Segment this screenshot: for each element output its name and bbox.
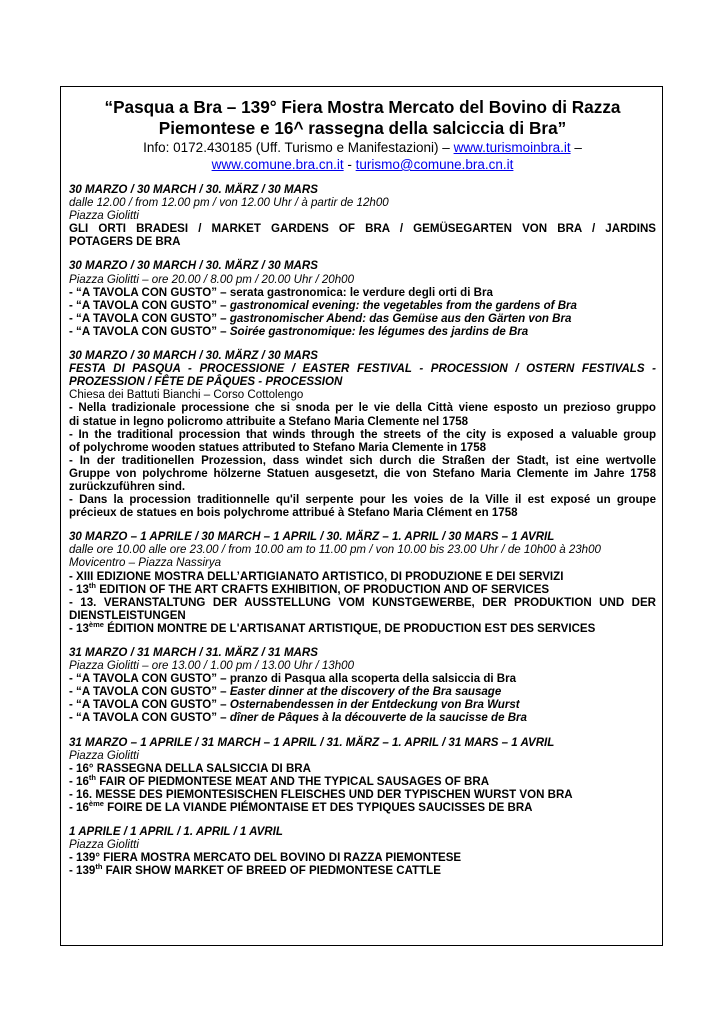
list-item: [69, 673, 656, 686]
event-tavola-31: [69, 647, 656, 726]
item-text: FAIR OF PIEDMONTESE MEAT AND THE TYPICAL SAUSAGES OF BRA: [96, 775, 490, 788]
event-date: 1 APRILE / 1 APRIL / 1. APRIL / 1 AVRIL: [69, 826, 283, 839]
event-place: Chiesa dei Battuti Bianchi – Corso Cottolengo: [69, 389, 304, 402]
event-place-time: Piazza Giolitti – ore 13.00 / 1.00 pm / 13.00 Uhr / 13h00: [69, 660, 354, 673]
item-lead: - “A TAVOLA CON GUSTO” –: [69, 325, 227, 338]
ordinal-sup: ème: [88, 799, 104, 809]
list-item: [69, 686, 656, 699]
event-date: 30 MARZO – 1 APRILE / 30 MARCH – 1 APRIL / 30. MÄRZ – 1. APRIL / 30 MARS – 1 AVRIL: [69, 531, 555, 544]
event-mostra-artigianato: [69, 531, 656, 636]
desc-de: - In der traditionellen Prozession, dass windet sich durch die Straßen der Stadt, ist eine wertvolle: [69, 454, 656, 467]
info-sep: -: [343, 157, 356, 172]
event-title-cont: POTAGERS DE BRA: [69, 236, 181, 249]
desc-en-cont: of polychrome wooden statues attributed to Stefano Maria Clemente in 1758: [69, 441, 487, 454]
item-lead: - “A TAVOLA CON GUSTO” –: [69, 286, 227, 299]
desc-en: - In the traditional procession that winds through the streets of the city is exposed a valuable group: [69, 428, 656, 441]
event-date: 31 MARZO – 1 APRILE / 31 MARCH – 1 APRIL / 31. MÄRZ – 1. APRIL / 31 MARS – 1 AVRIL: [69, 736, 555, 749]
ordinal-sup: th: [88, 772, 96, 782]
item-text: dîner de Pâques à la découverte de la saucisse de Bra: [226, 712, 527, 725]
item-text: EDITION OF THE ART CRAFTS EXHIBITION, OF PRODUCTION AND OF SERVICES: [96, 583, 550, 596]
item-text: Soirée gastronomique: les légumes des jardins de Bra: [226, 325, 529, 338]
event-fiera-bovino: [69, 826, 656, 878]
item-lead: - 13: [69, 583, 89, 596]
list-item: [69, 799, 656, 815]
list-item: [69, 862, 656, 878]
list-item: - 16. MESSE DES PIEMONTESISCHEN FLEISCHES UND DER TYPISCHEN WURST VON BRA: [69, 788, 573, 801]
event-date: 30 MARZO / 30 MARCH / 30. MÄRZ / 30 MARS: [69, 184, 318, 196]
item-text: gastronomical evening: the vegetables from the gardens of Bra: [226, 299, 577, 312]
item-lead: - 16: [69, 802, 89, 815]
ordinal-sup: th: [95, 862, 103, 872]
list-item: - XIII EDIZIONE MOSTRA DELL’ARTIGIANATO ARTISTICO, DI PRODUZIONE E DEI SERVIZI: [69, 570, 564, 583]
item-text: gastronomischer Abend: das Gemüse aus den Gärten von Bra: [226, 312, 572, 325]
info-phone: Info: 0172.430185 (Uff. Turismo e Manifestazioni) –: [143, 140, 454, 155]
event-place-time: Piazza Giolitti – ore 20.00 / 8.00 pm / 20.00 Uhr / 20h00: [69, 273, 354, 286]
list-item: [69, 313, 656, 326]
event-date: 30 MARZO / 30 MARCH / 30. MÄRZ / 30 MARS: [69, 260, 318, 273]
list-item: - 13. VERANSTALTUNG DER AUSSTELLUNG VOM KUNSTGEWERBE, DER PRODUKTION UND DER: [69, 596, 656, 609]
event-date: 30 MARZO / 30 MARCH / 30. MÄRZ / 30 MARS: [69, 350, 318, 363]
ordinal-sup: th: [88, 580, 96, 590]
item-text: pranzo di Pasqua alla scoperta della salsiccia di Bra: [226, 673, 517, 686]
title-line-2: Piemontese e 16^ rassegna della salciccia di Bra”: [158, 118, 567, 138]
list-item: [69, 580, 656, 597]
desc-de-end: zurückzuführen sind.: [69, 480, 186, 493]
event-place: Piazza Giolitti: [69, 749, 139, 762]
document-body: [69, 97, 656, 879]
info-block: [69, 139, 656, 173]
desc-fr-cont: précieux de statues en bois polychrome attribué à Stefano Maria Clément en 1758: [69, 507, 518, 520]
event-title: FESTA DI PASQUA - PROCESSIONE / EASTER FESTIVAL - PROCESSION / OSTERN FESTIVALS -: [69, 363, 656, 376]
item-lead: - “A TAVOLA CON GUSTO” –: [69, 712, 227, 725]
comune-bra-link[interactable]: www.comune.bra.cn.it: [211, 157, 344, 172]
event-orti-bradesi: [69, 184, 656, 249]
item-text: serata gastronomica: le verdure degli orti di Bra: [226, 286, 493, 299]
event-title: GLI ORTI BRADESI / MARKET GARDENS OF BRA / GEMÜSEGARTEN VON BRA / JARDINS: [69, 223, 656, 236]
event-title-cont: PROZESSION / FÊTE DE PÂQUES - PROCESSION: [69, 376, 343, 389]
list-item: [69, 699, 656, 712]
list-item: [69, 712, 656, 725]
info-dash: –: [570, 140, 582, 155]
desc-it-cont: di statue in legno policromo attribuite a Stefano Maria Clemente nel 1758: [69, 415, 469, 428]
item-lead: - “A TAVOLA CON GUSTO” –: [69, 299, 227, 312]
event-tavola-30: [69, 260, 656, 339]
list-item: [69, 326, 656, 339]
item-text: FOIRE DE LA VIANDE PIÉMONTAISE ET DES TYPIQUES SAUCISSES DE BRA: [103, 802, 533, 815]
event-rassegna-salsiccia: [69, 737, 656, 816]
event-time: dalle ore 10.00 alle ore 23.00 / from 10.00 am to 11.00 pm / von 10.00 bis 23.00 Uhr / de 10h00 à 23h00: [69, 544, 601, 557]
item-text: FAIR SHOW MARKET OF BREED OF PIEDMONTESE CATTLE: [102, 865, 441, 878]
desc-de-cont: Gruppe von polychrome hölzerne Statuen ausgesetzt, die von Stefano Maria Clemente im Jahre 1758: [69, 467, 656, 480]
item-lead: - “A TAVOLA CON GUSTO” –: [69, 686, 227, 699]
email-link[interactable]: turismo@comune.bra.cn.it: [355, 157, 514, 172]
ordinal-sup: ème: [88, 619, 104, 629]
item-lead: - 16: [69, 775, 89, 788]
list-item: [69, 300, 656, 313]
list-item: [69, 772, 656, 789]
list-item: [69, 619, 656, 636]
document-frame: [60, 86, 663, 946]
event-place: Piazza Giolitti: [69, 210, 139, 223]
list-item: - 139° FIERA MOSTRA MERCATO DEL BOVINO DI RAZZA PIEMONTESE: [69, 852, 462, 865]
item-lead: - 13: [69, 622, 89, 635]
list-item: - 16° RASSEGNA DELLA SALSICCIA DI BRA: [69, 762, 311, 775]
item-text: ÉDITION MONTRE DE L'ARTISANAT ARTISTIQUE, DE PRODUCTION EST DES SERVICES: [103, 622, 596, 635]
event-date: 31 MARZO / 31 MARCH / 31. MÄRZ / 31 MARS: [69, 647, 318, 659]
event-place: Movicentro – Piazza Nassirya: [69, 557, 222, 570]
desc-fr: - Dans la procession traditionnelle qu'il serpente pour les voies de la Ville il est exposé un groupe: [69, 494, 656, 507]
item-text: Osternabendessen in der Entdeckung von Bra Wurst: [226, 699, 520, 712]
title-line-1: “Pasqua a Bra – 139° Fiera Mostra Mercato del Bovino di Razza: [104, 97, 621, 117]
turismoinbra-link[interactable]: www.turismoinbra.it: [453, 140, 571, 155]
event-place: Piazza Giolitti: [69, 839, 139, 852]
item-lead: - “A TAVOLA CON GUSTO” –: [69, 699, 227, 712]
item-lead: - “A TAVOLA CON GUSTO” –: [69, 673, 227, 686]
item-text: Easter dinner at the discovery of the Bra sausage: [226, 686, 502, 699]
list-item-cont: DIENSTLEISTUNGEN: [69, 609, 186, 622]
item-lead: - “A TAVOLA CON GUSTO” –: [69, 312, 227, 325]
page-title: [69, 97, 656, 139]
list-item: [69, 287, 656, 300]
event-processione: [69, 350, 656, 520]
event-time: dalle 12.00 / from 12.00 pm / von 12.00 Uhr / à partir de 12h00: [69, 197, 389, 210]
item-lead: - 139: [69, 865, 96, 878]
desc-it: - Nella tradizionale processione che si snoda per le vie della Città viene esposto un prezioso gruppo: [69, 402, 656, 415]
